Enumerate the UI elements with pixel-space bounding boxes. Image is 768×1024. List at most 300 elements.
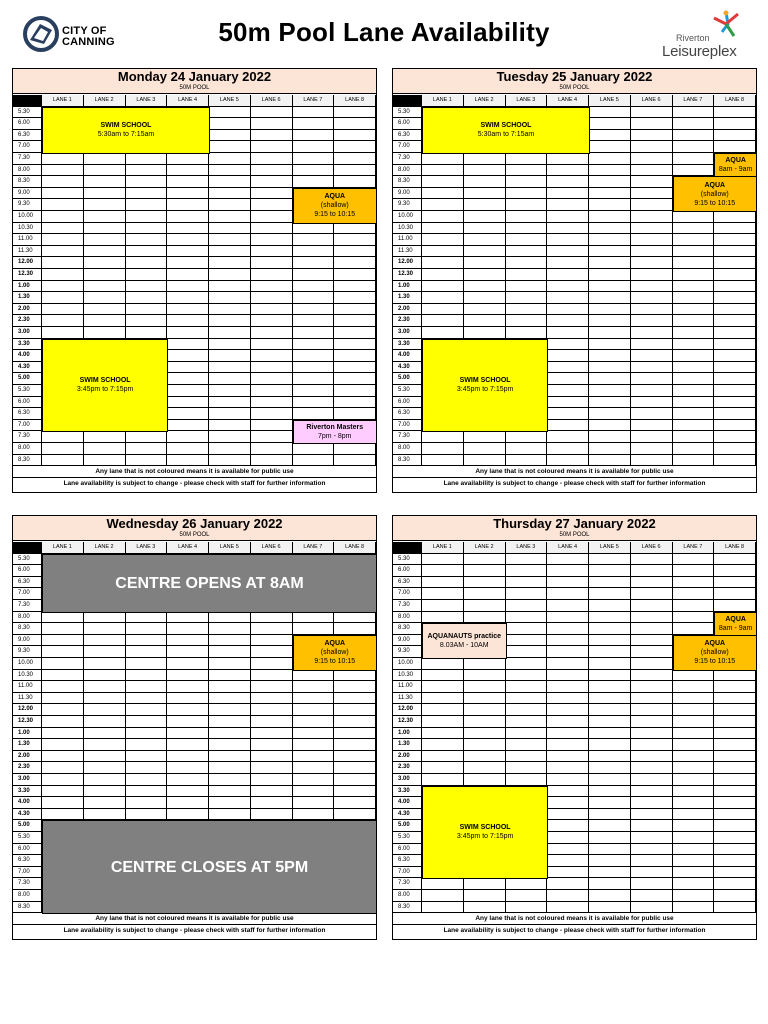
lane-slot: [714, 234, 756, 246]
time-cell: 6.30: [393, 577, 422, 589]
time-cell: 6.30: [393, 408, 422, 420]
booking-label: SWIM SCHOOL: [79, 377, 131, 385]
lane-slot: [464, 199, 506, 211]
booking-block: [42, 820, 377, 914]
lane-slot: [334, 408, 376, 420]
lane-slot: [422, 176, 464, 188]
lane-slot: [293, 786, 335, 798]
lane-header: LANE 8: [334, 95, 376, 107]
lane-slot: [422, 257, 464, 269]
time-cell: 8.30: [13, 902, 42, 914]
time-cell: 10.30: [13, 223, 42, 235]
time-row: [393, 681, 756, 693]
lane-slot: [464, 304, 506, 316]
time-cell: 6.00: [393, 844, 422, 856]
logo-line-1: CITY OF: [62, 25, 107, 37]
lane-slot: [506, 670, 548, 682]
lane-slot: [209, 153, 251, 165]
lane-slot: [547, 658, 589, 670]
lane-header: LANE 6: [631, 542, 673, 554]
lane-slot: [589, 832, 631, 844]
time-cell: 4.00: [13, 350, 42, 362]
lane-slot: [714, 443, 756, 455]
lane-slot: [42, 223, 84, 235]
lane-slot: [293, 408, 335, 420]
booking-label: AQUA: [704, 640, 726, 648]
lane-slot: [84, 670, 126, 682]
lane-slot: [42, 693, 84, 705]
lane-header: LANE 5: [209, 95, 251, 107]
time-cell: 8.30: [393, 176, 422, 188]
lane-slot: [464, 281, 506, 293]
lane-slot: [589, 786, 631, 798]
booking-label: SWIM SCHOOL: [480, 122, 532, 130]
lane-slot: [167, 304, 209, 316]
lane-slot: [631, 554, 673, 566]
lane-slot: [293, 176, 335, 188]
time-cell: 2.00: [393, 751, 422, 763]
corner-cell: [13, 542, 42, 554]
lane-slot: [631, 623, 673, 635]
lane-slot: [42, 774, 84, 786]
lane-slot: [251, 153, 293, 165]
lane-slot: [631, 165, 673, 177]
lane-header-row: [393, 542, 756, 554]
lane-slot: [547, 623, 589, 635]
lane-slot: [673, 315, 715, 327]
lane-slot: [506, 577, 548, 589]
page-title: 50m Pool Lane Availability: [218, 17, 550, 47]
lane-slot: [42, 739, 84, 751]
lane-slot: [589, 774, 631, 786]
lane-slot: [506, 704, 548, 716]
lane-slot: [334, 281, 376, 293]
lane-slot: [714, 670, 756, 682]
lane-slot: [293, 292, 335, 304]
time-cell: 2.30: [13, 315, 42, 327]
time-cell: 12.30: [393, 716, 422, 728]
lane-slot: [631, 153, 673, 165]
lane-slot: [293, 223, 335, 235]
lane-slot: [631, 118, 673, 130]
time-row: [393, 223, 756, 235]
lane-slot: [334, 223, 376, 235]
lane-slot: [589, 130, 631, 142]
lane-slot: [334, 704, 376, 716]
lane-slot: [293, 350, 335, 362]
lane-slot: [293, 693, 335, 705]
booking-detail-2: 9:15 to 10:15: [694, 658, 736, 666]
lane-slot: [547, 867, 589, 879]
lane-slot: [673, 443, 715, 455]
lane-slot: [293, 373, 335, 385]
booking-detail: 5:30am to 7:15am: [97, 131, 155, 139]
lane-slot: [251, 304, 293, 316]
lane-slot: [506, 199, 548, 211]
lane-slot: [126, 431, 168, 443]
lane-slot: [589, 362, 631, 374]
lane-slot: [673, 693, 715, 705]
lane-slot: [714, 902, 756, 914]
time-row: [393, 670, 756, 682]
lane-slot: [714, 751, 756, 763]
lane-slot: [84, 786, 126, 798]
lane-slot: [84, 658, 126, 670]
lane-slot: [167, 257, 209, 269]
lane-slot: [84, 304, 126, 316]
lane-slot: [673, 890, 715, 902]
lane-slot: [126, 246, 168, 258]
lane-slot: [673, 397, 715, 409]
lane-slot: [209, 141, 251, 153]
lane-slot: [251, 339, 293, 351]
lane-slot: [506, 281, 548, 293]
lane-slot: [464, 188, 506, 200]
lane-slot: [334, 304, 376, 316]
lane-slot: [293, 257, 335, 269]
lane-slot: [673, 681, 715, 693]
booking-detail-2: 9:15 to 10:15: [314, 211, 356, 219]
time-cell: 6.30: [13, 130, 42, 142]
lane-slot: [84, 431, 126, 443]
lane-slot: [167, 786, 209, 798]
lane-slot: [673, 809, 715, 821]
lane-slot: [251, 786, 293, 798]
lane-slot: [714, 565, 756, 577]
lane-slot: [334, 762, 376, 774]
availability-note: Any lane that is not coloured means it is available for public use: [393, 466, 756, 478]
lane-slot: [506, 211, 548, 223]
lane-slot: [589, 455, 631, 467]
lane-slot: [42, 455, 84, 467]
logo-line-2: CANNING: [62, 36, 115, 48]
lane-slot: [42, 443, 84, 455]
time-cell: 8.00: [393, 612, 422, 624]
time-row: [13, 809, 376, 821]
time-cell: 2.30: [393, 315, 422, 327]
lane-header: LANE 7: [673, 542, 715, 554]
booking-detail: (shallow): [700, 190, 729, 198]
lane-slot: [547, 739, 589, 751]
lane-slot: [126, 797, 168, 809]
lane-slot: [589, 141, 631, 153]
time-cell: 2.00: [13, 751, 42, 763]
lane-slot: [589, 565, 631, 577]
change-notice: Lane availability is subject to change - please check with staff for further information: [63, 480, 326, 488]
lane-slot: [167, 739, 209, 751]
lane-slot: [506, 165, 548, 177]
time-row: [13, 315, 376, 327]
time-row: [13, 443, 376, 455]
lane-slot: [589, 165, 631, 177]
lane-slot: [506, 600, 548, 612]
lane-slot: [506, 327, 548, 339]
time-cell: 10.00: [13, 211, 42, 223]
lane-slot: [631, 408, 673, 420]
lane-slot: [251, 165, 293, 177]
time-row: [13, 762, 376, 774]
lane-slot: [547, 646, 589, 658]
lane-slot: [422, 443, 464, 455]
time-cell: 8.00: [393, 890, 422, 902]
lane-slot: [126, 327, 168, 339]
lane-slot: [167, 455, 209, 467]
lane-slot: [673, 455, 715, 467]
time-cell: 1.00: [13, 728, 42, 740]
lane-slot: [631, 362, 673, 374]
lane-slot: [506, 315, 548, 327]
lane-slot: [464, 165, 506, 177]
lane-slot: [506, 693, 548, 705]
lane-slot: [547, 588, 589, 600]
lane-slot: [84, 188, 126, 200]
booking-detail: 5:30am to 7:15am: [477, 131, 535, 139]
time-cell: 6.30: [13, 577, 42, 589]
lane-slot: [547, 431, 589, 443]
lane-slot: [84, 455, 126, 467]
time-row: [13, 623, 376, 635]
lane-slot: [673, 878, 715, 890]
lane-slot: [714, 867, 756, 879]
lane-slot: [589, 844, 631, 856]
lane-header: LANE 1: [422, 542, 464, 554]
lane-slot: [589, 199, 631, 211]
time-cell: 5.30: [393, 107, 422, 119]
time-cell: 5.00: [393, 373, 422, 385]
time-cell: 3.30: [393, 786, 422, 798]
lane-slot: [673, 304, 715, 316]
lane-slot: [293, 118, 335, 130]
lane-slot: [293, 130, 335, 142]
lane-slot: [714, 762, 756, 774]
time-cell: 9.30: [393, 646, 422, 658]
lane-slot: [293, 327, 335, 339]
lane-slot: [506, 681, 548, 693]
lane-slot: [589, 281, 631, 293]
lane-slot: [126, 681, 168, 693]
lane-slot: [334, 397, 376, 409]
booking-block: [42, 554, 377, 613]
time-row: [13, 612, 376, 624]
lane-slot: [506, 565, 548, 577]
lane-slot: [42, 612, 84, 624]
lane-slot: [209, 130, 251, 142]
time-cell: 8.00: [13, 612, 42, 624]
lane-slot: [334, 176, 376, 188]
time-cell: 7.30: [13, 600, 42, 612]
lane-slot: [293, 443, 335, 455]
lane-slot: [589, 577, 631, 589]
lane-slot: [422, 246, 464, 258]
lane-slot: [422, 600, 464, 612]
lane-slot: [84, 774, 126, 786]
lane-slot: [631, 890, 673, 902]
lane-slot: [293, 269, 335, 281]
lane-slot: [673, 431, 715, 443]
lane-slot: [714, 820, 756, 832]
lane-slot: [84, 809, 126, 821]
lane-slot: [422, 188, 464, 200]
lane-slot: [209, 327, 251, 339]
lane-slot: [589, 118, 631, 130]
lane-slot: [334, 739, 376, 751]
lane-slot: [506, 455, 548, 467]
time-cell: 12.30: [13, 269, 42, 281]
lane-slot: [673, 327, 715, 339]
lane-slot: [209, 362, 251, 374]
lane-slot: [422, 565, 464, 577]
time-row: [13, 153, 376, 165]
time-cell: 8.30: [13, 455, 42, 467]
time-cell: 6.00: [13, 118, 42, 130]
time-cell: 4.00: [393, 350, 422, 362]
lane-slot: [631, 902, 673, 914]
lane-slot: [84, 443, 126, 455]
lane-slot: [547, 844, 589, 856]
lane-slot: [84, 797, 126, 809]
lane-slot: [126, 646, 168, 658]
lane-slot: [589, 820, 631, 832]
page-header: [0, 0, 768, 64]
booking-block: [714, 612, 757, 636]
lane-slot: [84, 292, 126, 304]
lane-slot: [167, 315, 209, 327]
lane-slot: [42, 623, 84, 635]
lane-slot: [589, 107, 631, 119]
lane-slot: [547, 211, 589, 223]
lane-slot: [464, 234, 506, 246]
lane-header: LANE 2: [84, 95, 126, 107]
lane-slot: [506, 246, 548, 258]
lane-slot: [334, 716, 376, 728]
lane-slot: [714, 130, 756, 142]
lane-slot: [334, 269, 376, 281]
lane-slot: [293, 362, 335, 374]
corner-cell: [393, 542, 422, 554]
lane-slot: [42, 681, 84, 693]
lane-slot: [42, 670, 84, 682]
time-cell: 11.00: [393, 681, 422, 693]
time-row: [393, 751, 756, 763]
time-row: [13, 786, 376, 798]
lane-slot: [506, 443, 548, 455]
lane-slot: [209, 315, 251, 327]
lane-slot: [631, 281, 673, 293]
time-row: [13, 774, 376, 786]
lane-slot: [506, 269, 548, 281]
lane-slot: [126, 635, 168, 647]
lane-slot: [422, 199, 464, 211]
lane-slot: [84, 739, 126, 751]
lane-slot: [167, 350, 209, 362]
time-row: [393, 704, 756, 716]
time-row: [13, 223, 376, 235]
lane-slot: [209, 693, 251, 705]
time-cell: 2.00: [393, 304, 422, 316]
lane-header: LANE 7: [293, 95, 335, 107]
time-cell: 6.30: [393, 130, 422, 142]
lane-slot: [589, 855, 631, 867]
time-cell: 3.00: [13, 774, 42, 786]
lane-slot: [334, 623, 376, 635]
booking-detail: (shallow): [320, 202, 349, 210]
time-cell: 5.30: [393, 832, 422, 844]
lane-slot: [547, 832, 589, 844]
lane-slot: [631, 350, 673, 362]
lane-slot: [167, 623, 209, 635]
lane-slot: [464, 600, 506, 612]
time-cell: 11.30: [393, 246, 422, 258]
time-cell: 6.00: [393, 565, 422, 577]
time-cell: 4.30: [393, 362, 422, 374]
lane-slot: [293, 107, 335, 119]
lane-slot: [167, 646, 209, 658]
lane-slot: [589, 373, 631, 385]
lane-slot: [714, 681, 756, 693]
lane-slot: [334, 693, 376, 705]
lane-slot: [547, 751, 589, 763]
time-row: [393, 716, 756, 728]
lane-slot: [589, 728, 631, 740]
lane-slot: [126, 304, 168, 316]
lane-slot: [42, 257, 84, 269]
time-cell: 5.30: [13, 385, 42, 397]
time-cell: 3.30: [13, 339, 42, 351]
lane-slot: [251, 431, 293, 443]
lane-slot: [464, 211, 506, 223]
lane-slot: [126, 153, 168, 165]
lane-slot: [464, 658, 506, 670]
lane-header: LANE 3: [506, 542, 548, 554]
time-cell: 8.30: [393, 455, 422, 467]
booking-block: [422, 623, 507, 659]
lane-slot: [422, 728, 464, 740]
lane-slot: [251, 362, 293, 374]
time-cell: 5.30: [13, 832, 42, 844]
lane-slot: [506, 223, 548, 235]
lane-slot: [547, 820, 589, 832]
lane-header-row: [393, 95, 756, 107]
time-cell: 7.30: [13, 431, 42, 443]
lane-slot: [547, 315, 589, 327]
lane-slot: [334, 292, 376, 304]
lane-slot: [714, 786, 756, 798]
lane-slot: [84, 704, 126, 716]
time-row: [393, 902, 756, 914]
time-cell: 9.00: [393, 635, 422, 647]
lane-slot: [547, 257, 589, 269]
lane-slot: [126, 623, 168, 635]
lane-slot: [589, 431, 631, 443]
lane-slot: [506, 292, 548, 304]
time-cell: 7.00: [393, 867, 422, 879]
time-cell: 7.30: [393, 878, 422, 890]
lane-slot: [506, 431, 548, 443]
lane-slot: [84, 234, 126, 246]
lane-slot: [334, 246, 376, 258]
lane-slot: [547, 455, 589, 467]
time-row: [393, 304, 756, 316]
lane-slot: [464, 588, 506, 600]
lane-slot: [673, 600, 715, 612]
time-cell: 3.30: [393, 339, 422, 351]
time-cell: 8.00: [13, 890, 42, 902]
time-row: [13, 292, 376, 304]
pool-subtitle: 50M POOL: [179, 85, 210, 91]
lane-slot: [209, 246, 251, 258]
lane-slot: [334, 141, 376, 153]
lane-header-row: [13, 95, 376, 107]
